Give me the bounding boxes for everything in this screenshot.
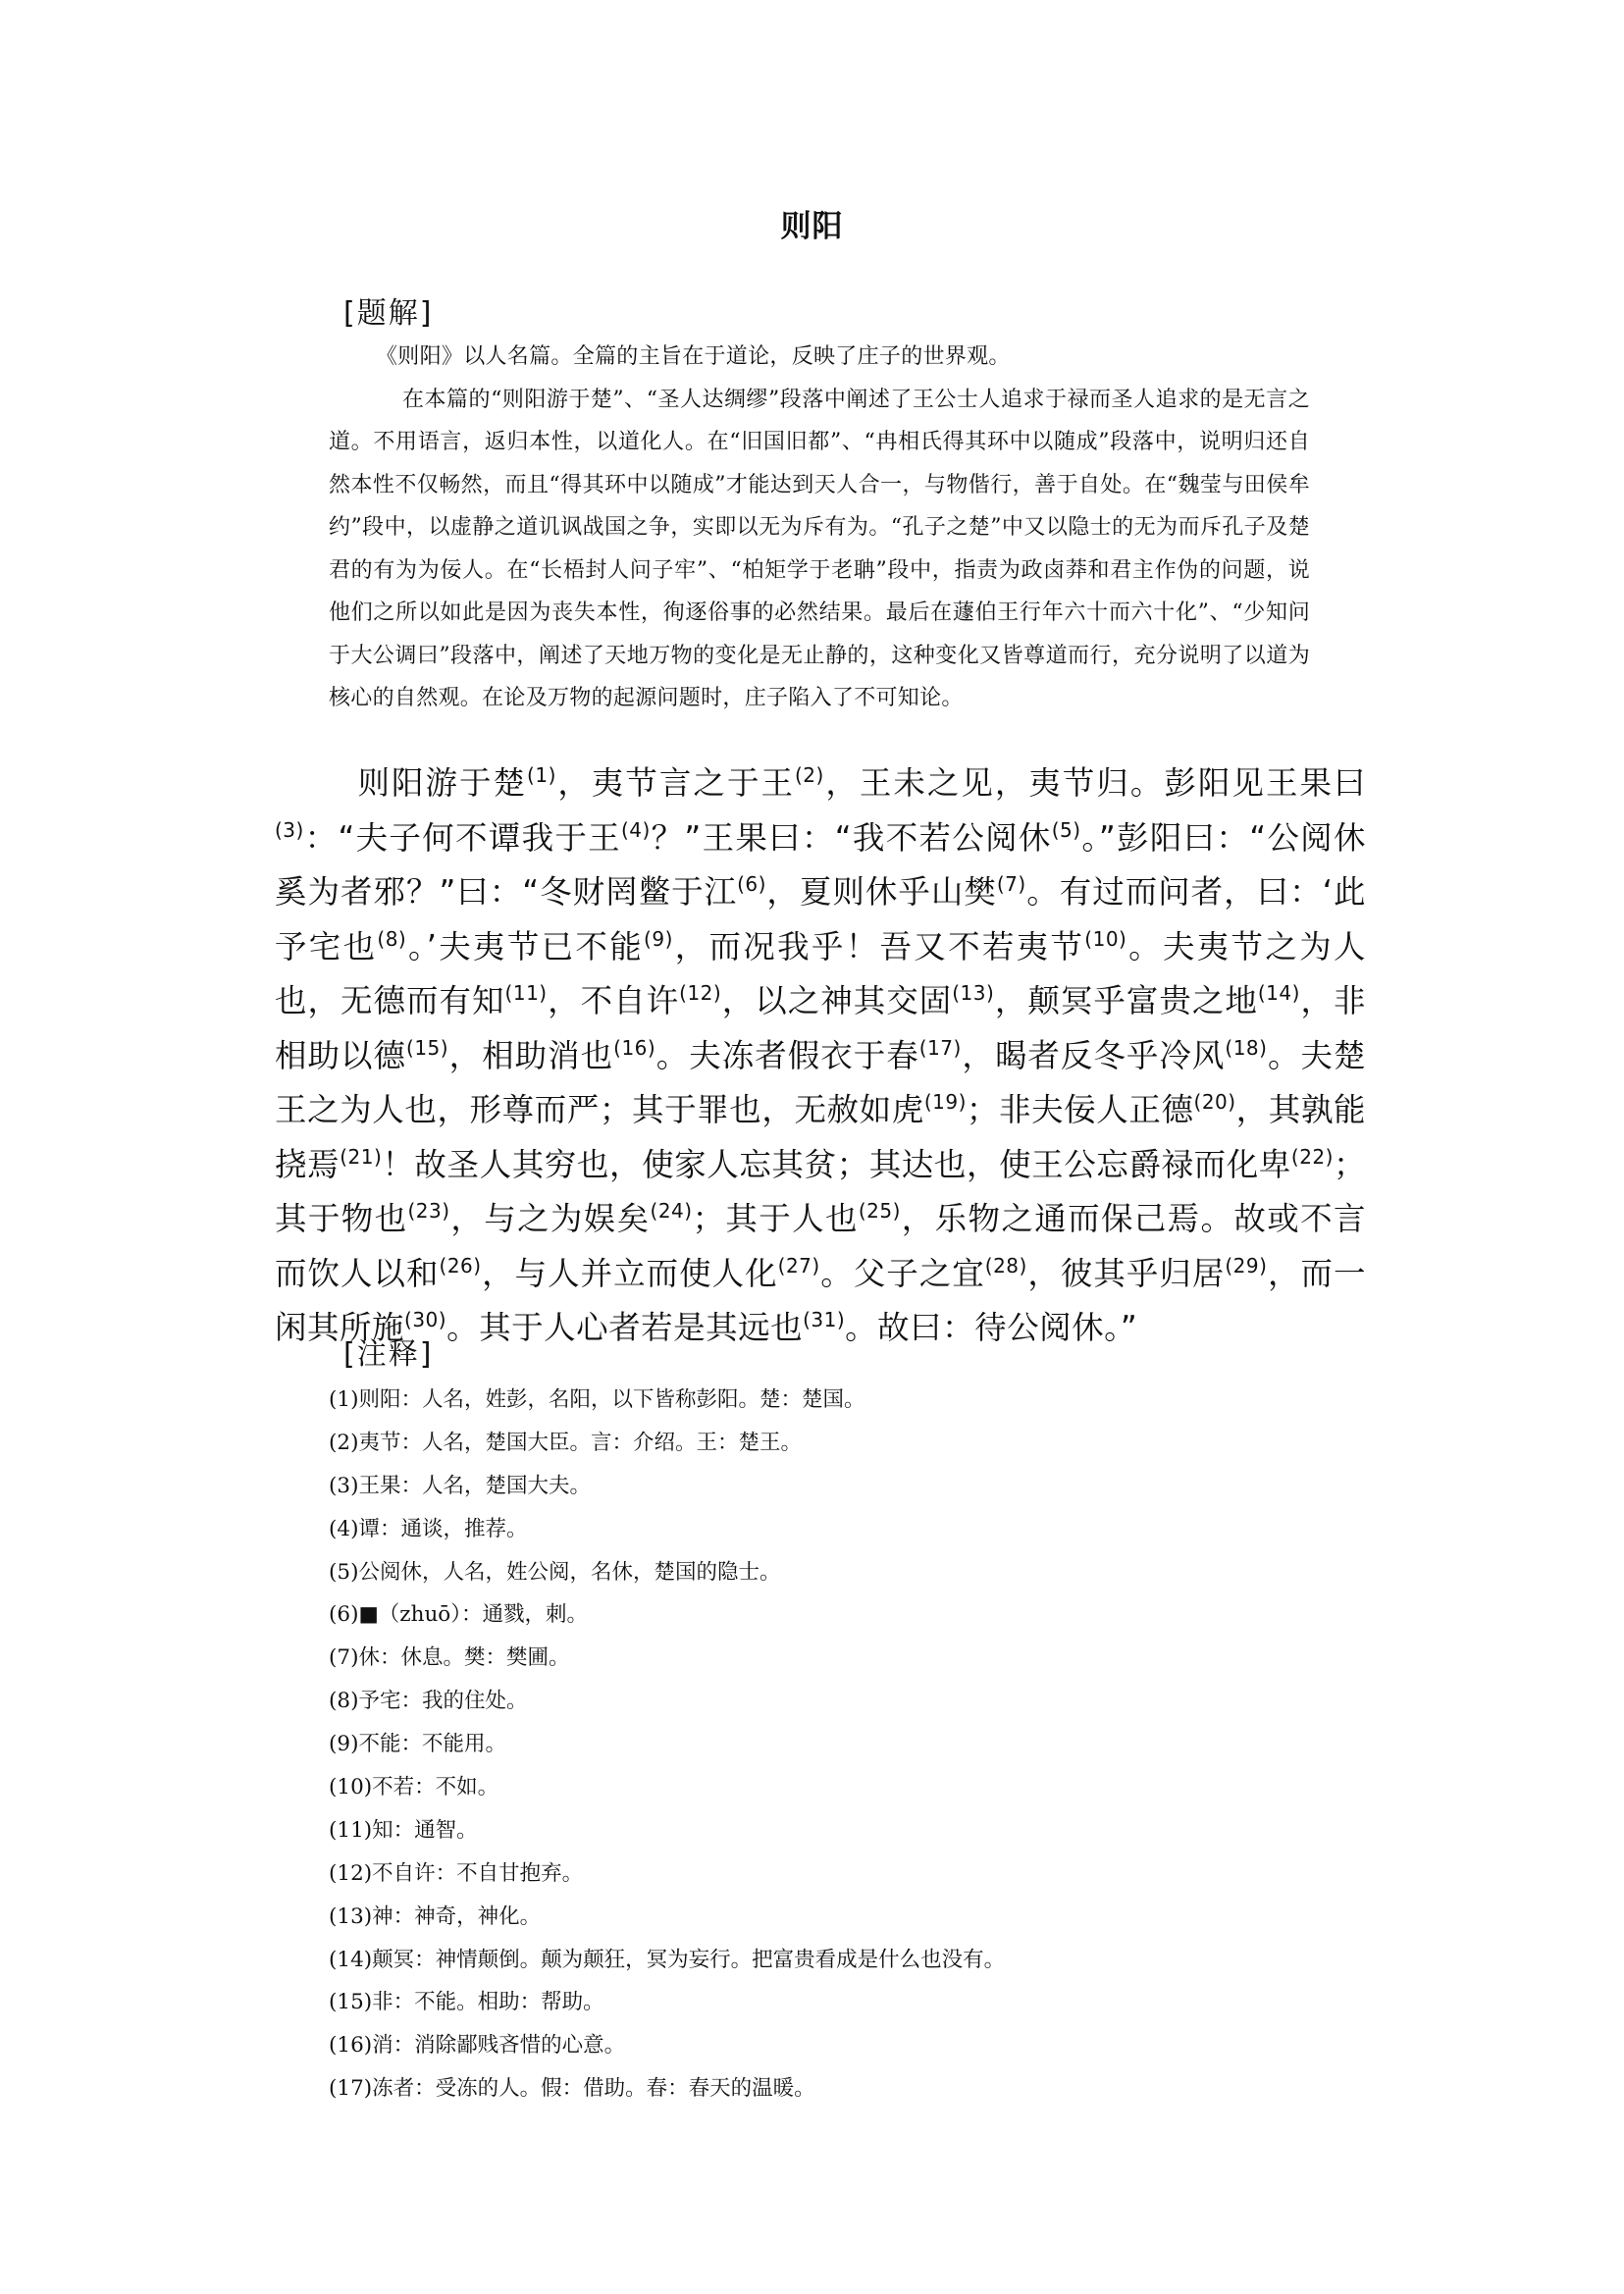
note-item: (15)非：不能。相助：帮助。 — [329, 1990, 604, 2015]
main-text-run: 。’夫夷节已不能 — [406, 927, 645, 965]
note-item: (5)公阅休，人名，姓公阅，名休，楚国的隐士。 — [329, 1559, 781, 1585]
note-item: (14)颠冥：神情颠倒。颠为颠狂，冥为妄行。把富贵看成是什么也没有。 — [329, 1947, 1006, 1972]
note-item: (16)消：消除鄙贱吝惜的心意。 — [329, 2033, 626, 2059]
page-title: 则阳 — [780, 209, 844, 244]
notes-list — [329, 1379, 1310, 2111]
footnote-marker: (12) — [679, 981, 722, 1005]
main-text-run: ，暍者反冬乎冷风 — [961, 1036, 1226, 1074]
intro-section — [329, 336, 1310, 720]
main-text-run: 。有过而问者，曰：‘此予宅也 — [275, 873, 1366, 965]
note-item: (8)予宅：我的住处。 — [329, 1689, 528, 1714]
main-paragraph — [275, 756, 1366, 1356]
footnote-marker: (14) — [1257, 981, 1300, 1005]
footnote-marker: (8) — [377, 926, 407, 951]
note-item: (1)则阳：人名，姓彭，名阳，以下皆称彭阳。楚：楚国。 — [329, 1387, 865, 1412]
main-text-run: ，彼其乎归居 — [1026, 1254, 1226, 1292]
main-text-run: 。夫楚王之为人也，形尊而严；其于罪也，无赦如虎 — [275, 1036, 1366, 1128]
note-item: (7)休：休息。樊：樊圃。 — [329, 1645, 570, 1671]
note-item: (13)神：神奇，神化。 — [329, 1903, 542, 1929]
main-text-run: ？”王果曰：“我不若公阅休 — [650, 818, 1052, 857]
footnote-marker: (20) — [1193, 1090, 1236, 1114]
note-item: (11)知：通智。 — [329, 1817, 478, 1843]
main-text-run: 。夫冻者假衣于春 — [655, 1036, 919, 1074]
intro-paragraph-1: 《则阳》以人名篇。全篇的主旨在于道论，反映了庄子的世界观。 — [376, 344, 1011, 369]
footnote-marker: (22) — [1290, 1144, 1334, 1169]
main-text-run: ，夷节言之于王 — [555, 764, 795, 802]
footnote-marker: (29) — [1225, 1253, 1268, 1277]
footnote-marker: (18) — [1225, 1035, 1268, 1060]
section-heading-zhushi: [注释] — [343, 1337, 434, 1372]
main-text-run: ，夏则休乎山樊 — [765, 873, 997, 911]
note-item: (10)不若：不如。 — [329, 1775, 499, 1800]
footnote-marker: (21) — [340, 1144, 383, 1169]
main-text-run: ！故圣人其穷也，使家人忘其贫；其达也，使王公忘爵禄而化卑 — [382, 1145, 1291, 1183]
main-text-run: 。”彭阳曰：“公阅休奚为者邪？”曰：“冬财罔鳖于江 — [275, 818, 1366, 911]
main-text-run: ，与之为娱矣 — [449, 1200, 651, 1237]
footnote-marker: (19) — [923, 1090, 967, 1114]
main-text-run: ，与人并立而使人化 — [481, 1254, 778, 1292]
note-item: (4)谭：通谈，推荐。 — [329, 1516, 528, 1541]
footnote-marker: (26) — [439, 1253, 482, 1277]
footnote-marker: (13) — [952, 981, 995, 1005]
footnote-marker: (2) — [794, 763, 824, 787]
main-text-run: ，而况我乎！吾又不若夷节 — [672, 927, 1085, 965]
footnote-marker: (31) — [803, 1308, 846, 1331]
main-text-run: 。父子之宜 — [819, 1254, 985, 1292]
footnote-marker: (25) — [858, 1199, 901, 1223]
footnote-marker: (3) — [275, 817, 304, 842]
main-text-run: ，其孰能挠焉 — [275, 1091, 1366, 1183]
main-text-run: ；其于人也 — [692, 1200, 859, 1237]
note-item: (17)冻者：受冻的人。假：借助。春：春天的温暖。 — [329, 2076, 815, 2102]
footnote-marker: (15) — [406, 1035, 449, 1060]
footnote-marker: (9) — [644, 926, 673, 951]
note-item: (2)夷节：人名，楚国大臣。言：介绍。王：楚王。 — [329, 1430, 802, 1455]
main-text-run: ；非夫佞人正德 — [966, 1091, 1194, 1128]
footnote-marker: (16) — [613, 1035, 656, 1060]
intro-paragraph-2: 在本篇的“则阳游于楚”、“圣人达绸缪”段落中阐述了王公士人追求于禄而圣人追求的是无言之道。不用语言，返归本性，以道化人。在“旧国旧都”、“冉相氏得其环中以随成”段落中，说明归还自然本性不仅畅然，而且“得其环中以随成”才能达到天人合一，与物偕行，善于自处。在“魏莹与田侯牟约”段中，以虚静之道讥讽战国之争，实即以无为斥有为。“孔子之楚”中又以隐士的无为而斥孔子及楚君的有为为佞人。在“长梧封人问子牢”、“柏矩学于老聃”段中，指责为政卤莽和君主作伪的问题，说他们之所以如此是因为丧失本性，徇逐俗事的必然结果。最后在蘧伯王行年六十而六十化”、“少知问于大公调曰”段落中，阐述了天地万物的变化是无止静的，这种变化又皆尊道而行，充分说明了以道为核心的自然观。在论及万物的起源问题时，庄子陷入了不可知论。 — [329, 387, 1310, 710]
note-item: (12)不自许：不自甘抱弃。 — [329, 1860, 584, 1886]
footnote-marker: (24) — [650, 1199, 693, 1223]
footnote-marker: (6) — [737, 872, 766, 896]
section-heading-tijie: [题解] — [343, 296, 434, 331]
main-text-run: ，乐物之通而保己焉。故或不言而饮人以和 — [275, 1200, 1366, 1292]
main-text-run: 。故曰：待公阅休。” — [845, 1309, 1138, 1346]
main-text-run: ，而一闲其所施 — [275, 1254, 1366, 1346]
footnote-marker: (30) — [404, 1308, 447, 1331]
main-text-run: ，王未之见，夷节归。彭阳见王果曰 — [823, 764, 1366, 802]
main-text-run: ；其于物也 — [275, 1145, 1366, 1237]
footnote-marker: (28) — [984, 1253, 1027, 1277]
main-text-run: ，相助消也 — [448, 1036, 614, 1074]
note-item: (3)王果：人名，楚国大夫。 — [329, 1473, 591, 1498]
footnote-marker: (23) — [407, 1199, 450, 1223]
footnote-marker: (1) — [527, 763, 556, 787]
main-text-run: 。其于人心者若是其远也 — [446, 1309, 804, 1346]
note-item: (9)不能：不能用。 — [329, 1732, 506, 1757]
main-text-run: ，颠冥乎富贵之地 — [994, 982, 1258, 1019]
main-text-run: 则阳游于楚 — [357, 764, 528, 802]
footnote-marker: (11) — [504, 981, 548, 1005]
note-item: (6)■（zhuō）：通戮，刺。 — [329, 1602, 588, 1628]
footnote-marker: (5) — [1051, 817, 1081, 842]
main-text-run: ，非相助以德 — [275, 982, 1366, 1074]
main-text-run: ，以之神其交固 — [721, 982, 953, 1019]
footnote-marker: (17) — [918, 1035, 962, 1060]
footnote-marker: (10) — [1084, 926, 1127, 951]
main-text-run: 。夫夷节之为人也，无德而有知 — [275, 927, 1366, 1019]
main-text-run: ，不自许 — [547, 982, 680, 1019]
main-text-run: ：“夫子何不谭我于王 — [303, 818, 621, 857]
main-text — [275, 756, 1366, 1356]
footnote-marker: (4) — [620, 817, 651, 842]
footnote-marker: (27) — [777, 1253, 820, 1277]
footnote-marker: (7) — [996, 872, 1026, 896]
